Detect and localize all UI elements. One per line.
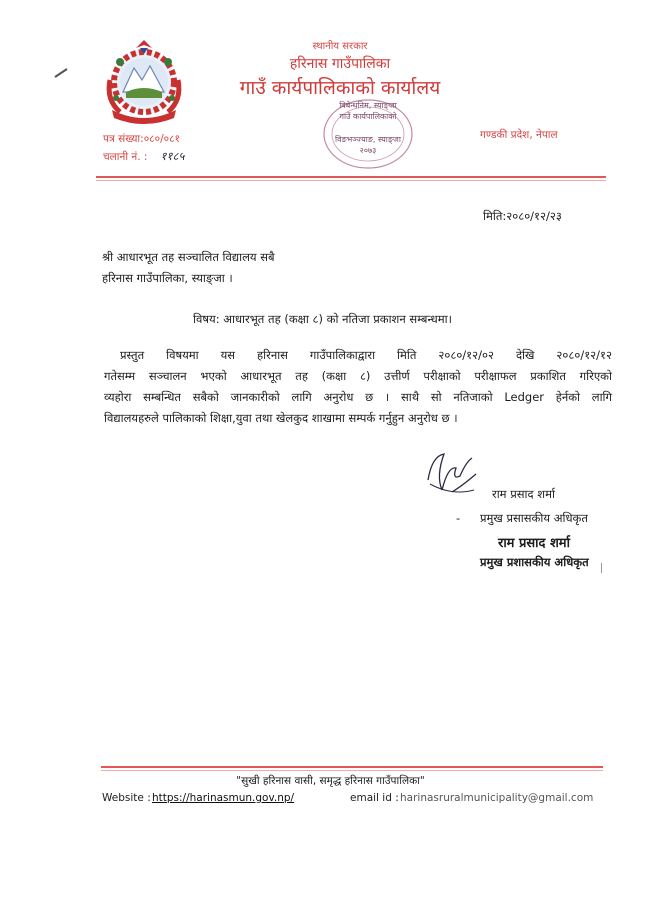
office-stamp-text	[330, 100, 406, 156]
reference-number	[103, 127, 180, 146]
footer-motto: "सुखी हरिनास वासी, समृद्ध हरिनास गाउँपालिका"	[236, 775, 425, 787]
dispatch-value: ११८५	[160, 149, 185, 163]
email-value: harinasruralmunicipality@gmail.com	[400, 792, 594, 804]
header-municipality: हरिनास गाउँपालिका	[289, 56, 391, 72]
recipient-line-1: श्री आधारभूत तह सञ्चालित विद्यालय सबै	[102, 250, 275, 264]
header-divider-thin	[96, 180, 606, 181]
signatory-designation: प्रमुख प्रसासकीय अधिकृत	[480, 511, 588, 525]
scan-tick	[601, 563, 602, 573]
dispatch-number	[103, 145, 184, 164]
reference-value: ०८०/०८१	[143, 133, 180, 145]
stamp-line: विङभञ्ज्याङ, स्याङ्जा	[335, 135, 401, 144]
body-line: प्रस्तुत विषयमा यस हरिनास गाउँपालिकाद्वारा मिति २०८०/१२/०२ देखि २०८०/१२/१२	[120, 348, 612, 362]
designation-stamp: प्रमुख प्रशासकीय अधिकृत	[480, 555, 589, 569]
stamp-line: विबेन्धनिम, स्याङ्जा	[339, 101, 397, 110]
stamp-line: गाउँ कार्यपालिकाको	[339, 112, 397, 121]
letter-date: मिति:२०८०/१२/२३	[483, 209, 562, 223]
body-line: व्यहोरा सम्बन्धित सबैको जानकारीको लागि अनुरोध छ । साथै सो नतिजाको Ledger हेर्नको लागि	[104, 390, 612, 404]
website-label: Website :	[102, 792, 151, 804]
body-line: गतेसम्म सञ्चालन भएको आधारभूत तह (कक्षा ८) उत्तीर्ण परीक्षाको परीक्षाफल प्रकाशित गरिएको	[104, 369, 612, 383]
recipient-line-2: हरिनास गाउँपालिका, स्याङ्जा ।	[102, 271, 233, 285]
header-local-government: स्थानीय सरकार	[312, 41, 368, 52]
dispatch-label: चलानी नं. :	[103, 151, 148, 163]
header-divider	[96, 176, 606, 178]
email-label: email id :	[350, 792, 399, 804]
signature-dash: -	[456, 511, 461, 525]
stamp-line: २०७३	[359, 146, 377, 155]
province-label: गण्डकी प्रदेश, नेपाल	[480, 129, 558, 141]
letter-subject: विषय: आधारभूत तह (कक्षा ८) को नतिजा प्रकाशन सम्बन्धमा।	[193, 312, 452, 326]
name-stamp: राम प्रसाद शर्मा	[498, 536, 570, 551]
footer-divider-thin	[101, 770, 603, 771]
handwritten-signature	[422, 446, 482, 502]
header-office: गाउँ कार्यपालिकाको कार्यालय	[239, 77, 441, 99]
body-line: विद्यालयहरुले पालिकाको शिक्षा,युवा तथा खेलकुद शाखामा सम्पर्क गर्नुहुन अनुरोध छ ।	[104, 411, 458, 425]
letter-body	[104, 345, 612, 429]
reference-label: पत्र संख्या:	[103, 133, 144, 145]
footer-divider	[101, 766, 603, 768]
website-link[interactable]: https://harinasmun.gov.np/	[152, 792, 295, 804]
signatory-name: राम प्रसाद शर्मा	[492, 487, 555, 501]
